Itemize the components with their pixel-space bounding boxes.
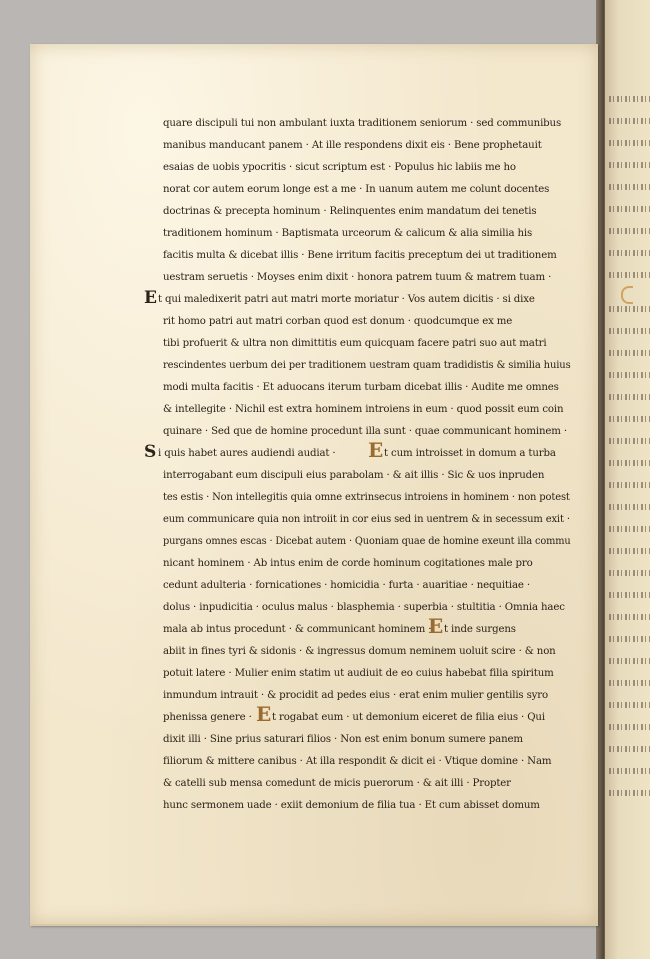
text-line: eum communicare quia non introiit in cor eius sed in uentrem & in secessum exit · bbox=[163, 514, 570, 525]
text-line: t cum introisset in domum a turba bbox=[384, 448, 556, 459]
initial-letter: E bbox=[256, 702, 272, 726]
text-line: abiit in fines tyri & sidonis · & ingressus domum neminem uoluit scire · & non bbox=[163, 646, 556, 657]
text-line: potuit latere · Mulier enim statim ut audiuit de eo cuius habebat filia spiritum bbox=[163, 668, 554, 679]
text-line: quare discipuli tui non ambulant iuxta traditionem seniorum · sed communibus bbox=[163, 118, 562, 129]
initial-letter: S bbox=[144, 442, 157, 462]
text-line: traditionem hominum · Baptismata urceorum & calicum & alia similia his bbox=[163, 228, 533, 239]
text-line: & catelli sub mensa comedunt de micis puerorum · & ait illi · Propter bbox=[163, 778, 511, 789]
text-line: quinare · Sed que de homine procedunt illa sunt · quae communicant hominem · bbox=[163, 426, 567, 437]
text-line: inmundum intrauit · & procidit ad pedes eius · erat enim mulier gentilis syro bbox=[163, 690, 548, 701]
text-line: purgans omnes escas · Dicebat autem · Quoniam quae de homine exeunt illa commu bbox=[163, 536, 571, 547]
facing-page-edge bbox=[604, 0, 650, 959]
text-line: nicant hominem · Ab intus enim de corde hominum cogitationes male pro bbox=[163, 558, 533, 569]
text-line: t inde surgens bbox=[444, 624, 516, 635]
initial-letter: E bbox=[428, 614, 444, 638]
text-line: mala ab intus procedunt · & communicant hominem · bbox=[163, 624, 432, 635]
text-line: filiorum & mittere canibus · At illa respondit & dicit ei · Vtique domine · Nam bbox=[163, 756, 552, 767]
initial-letter: E bbox=[368, 438, 384, 462]
text-line: hunc sermonem uade · exiit demonium de filia tua · Et cum abisset domum bbox=[163, 800, 540, 811]
text-line: tibi profuerit & ultra non dimittitis eum quicquam facere patri suo aut matri bbox=[163, 338, 547, 349]
text-line: esaias de uobis ypocritis · sicut scriptum est · Populus hic labiis me ho bbox=[163, 162, 516, 173]
initial-letter: E bbox=[144, 288, 157, 308]
text-line: modi multa facitis · Et aduocans iterum turbam dicebat illis · Audite me omnes bbox=[163, 382, 559, 393]
text-line: rescindentes uerbum dei per traditionem uestram quam tradidistis & similia huius bbox=[163, 360, 571, 371]
text-line: t qui maledixerit patri aut matri morte moriatur · Vos autem dicitis · si dixe bbox=[158, 294, 535, 305]
text-line: tes estis · Non intellegitis quia omne extrinsecus introiens in hominem · non potest bbox=[163, 492, 570, 503]
text-line: uestram seruetis · Moyses enim dixit · honora patrem tuum & matrem tuam · bbox=[163, 272, 552, 283]
text-line: t rogabat eum · ut demonium eiceret de filia eius · Qui bbox=[272, 712, 545, 723]
text-line: doctrinas & precepta hominum · Relinquentes enim mandatum dei tenetis bbox=[163, 206, 537, 217]
text-line: norat cor autem eorum longe est a me · In uanum autem me colunt docentes bbox=[163, 184, 550, 195]
text-line: dolus · inpudicitia · oculus malus · blasphemia · superbia · stultitia · Omnia haec bbox=[163, 602, 565, 613]
manuscript-page bbox=[30, 44, 598, 926]
text-line: dixit illi · Sine prius saturari filios · Non est enim bonum sumere panem bbox=[163, 734, 523, 745]
text-line: & intellegite · Nichil est extra hominem introiens in eum · quod possit eum coin bbox=[163, 404, 564, 415]
text-line: rit homo patri aut matri corban quod est donum · quodcumque ex me bbox=[163, 316, 513, 327]
text-line: i quis habet aures audiendi audiat · bbox=[158, 448, 336, 459]
text-line: interrogabant eum discipuli eius parabolam · & ait illis · Sic & uos inpruden bbox=[163, 470, 545, 481]
text-line: phenissa genere · bbox=[163, 712, 252, 723]
text-line: cedunt adulteria · fornicationes · homicidia · furta · auaritiae · nequitiae · bbox=[163, 580, 530, 591]
text-line: facitis multa & dicebat illis · Bene irritum facitis preceptum dei ut traditionem bbox=[163, 250, 557, 261]
text-line: manibus manducant panem · At ille respondens dixit eis · Bene prophetauit bbox=[163, 140, 542, 151]
